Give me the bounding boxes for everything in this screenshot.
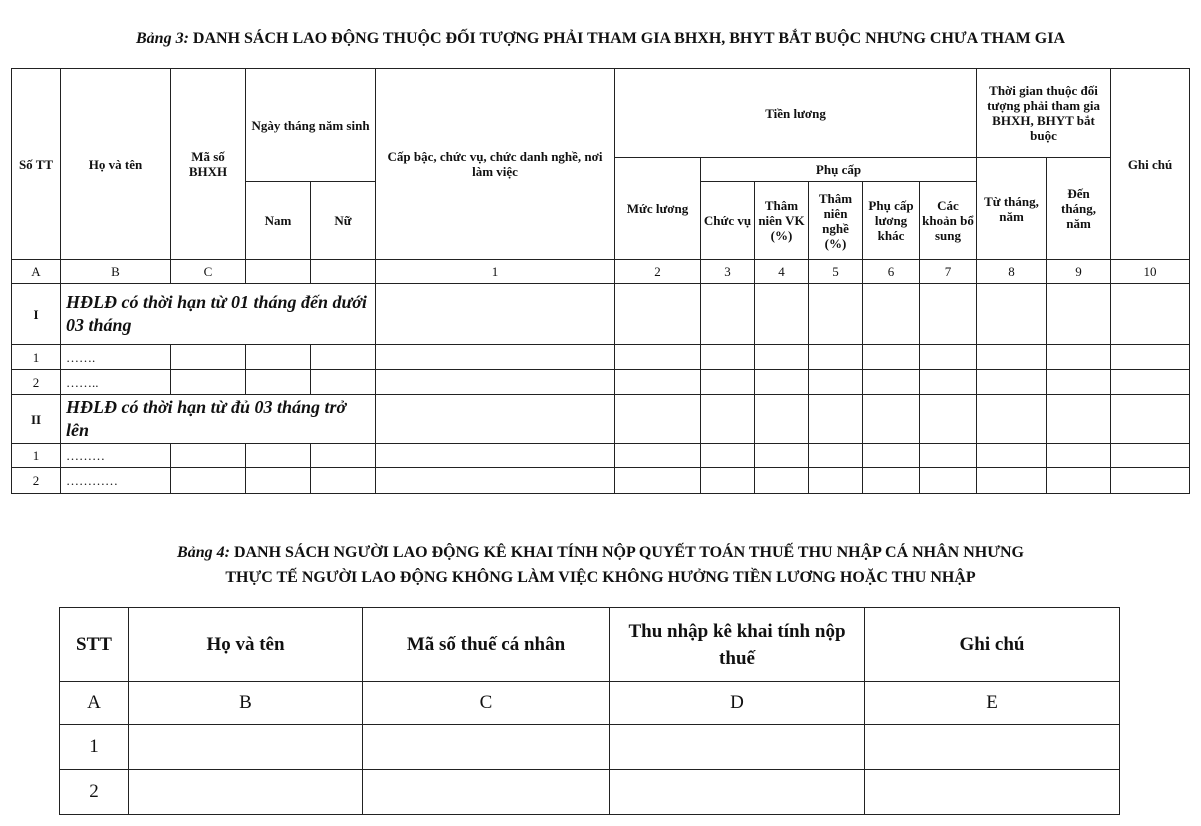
table-row [12,444,1190,468]
row-name: ……… [61,444,171,468]
row-name: ………… [61,468,171,494]
section-number: I [12,284,61,345]
empty-cell [376,395,615,444]
empty-cell [615,284,701,345]
empty-cell [615,345,701,370]
header-den-thang: Đến tháng, năm [1047,158,1111,260]
empty-cell [246,468,311,494]
index-cell: A [60,682,129,725]
empty-cell [171,468,246,494]
index-cell: C [171,260,246,284]
empty-cell [920,444,977,468]
header-phu-cap-khac: Phụ cấp lương khác [863,182,920,260]
table4-title-line1: DANH SÁCH NGƯỜI LAO ĐỘNG KÊ KHAI TÍNH NỘP QUYẾT TOÁN THUẾ THU NHẬP CÁ NHÂN NHƯNG [233,544,1024,561]
index-cell: B [61,260,171,284]
row-number: 2 [12,370,61,395]
empty-cell [701,395,755,444]
empty-cell [610,770,865,815]
index-cell: B [129,682,363,725]
index-cell: 9 [1047,260,1111,284]
empty-cell [171,345,246,370]
empty-cell [171,444,246,468]
header-nam: Nam [246,182,311,260]
empty-cell [920,395,977,444]
header-ho-ten: Họ và tên [61,69,171,260]
header-ghi-chu: Ghi chú [1111,69,1190,260]
empty-cell [920,284,977,345]
empty-cell [701,284,755,345]
header-tham-nien-vk: Thâm niên VK (%) [755,182,809,260]
empty-cell [809,444,863,468]
header-stt: STT [60,608,129,682]
header-ma-so-bhxh: Mã số BHXH [171,69,246,260]
row-name: …….. [61,370,171,395]
empty-cell [701,444,755,468]
index-cell: 8 [977,260,1047,284]
empty-cell [311,468,376,494]
section-row [12,395,1190,444]
table4-title [0,540,1201,590]
empty-cell [1111,468,1190,494]
empty-cell [1047,395,1111,444]
empty-cell [809,345,863,370]
section-label: HĐLĐ có thời hạn từ đủ 03 tháng trở lên [61,395,376,444]
index-cell: 4 [755,260,809,284]
empty-cell [755,284,809,345]
header-muc-luong: Mức lương [615,158,701,260]
empty-cell [376,444,615,468]
empty-cell [977,444,1047,468]
table-row [60,770,1120,815]
empty-cell [809,395,863,444]
row-number: 1 [60,725,129,770]
table-row [12,370,1190,395]
table4 [59,607,1120,815]
row-number: 1 [12,345,61,370]
empty-cell [615,395,701,444]
empty-cell [1111,395,1190,444]
header-thu-nhap: Thu nhập kê khai tính nộp thuế [610,608,865,682]
empty-cell [977,468,1047,494]
empty-cell [1047,468,1111,494]
index-cell: 3 [701,260,755,284]
index-cell: C [363,682,610,725]
empty-cell [755,395,809,444]
table-row [12,468,1190,494]
empty-cell [610,725,865,770]
header-cap-bac: Cấp bậc, chức vụ, chức danh nghề, nơi làm việc [376,69,615,260]
table4-title-line2: THỰC TẾ NGƯỜI LAO ĐỘNG KHÔNG LÀM VIỆC KHÔNG HƯỞNG TIỀN LƯƠNG HOẶC THU NHẬP [225,569,976,586]
empty-cell [977,395,1047,444]
header-tien-luong: Tiền lương [615,69,977,158]
empty-cell [246,345,311,370]
header-chuc-vu: Chức vụ [701,182,755,260]
empty-cell [809,284,863,345]
table3 [11,68,1190,494]
section-row [12,284,1190,345]
empty-cell [311,345,376,370]
table3-title [0,29,1201,49]
empty-cell [755,370,809,395]
index-cell: E [865,682,1120,725]
index-row [60,682,1120,725]
header-ngay-sinh: Ngày tháng năm sinh [246,69,376,182]
row-name: ……. [61,345,171,370]
empty-cell [863,468,920,494]
header-phu-cap: Phụ cấp [701,158,977,182]
index-cell: A [12,260,61,284]
empty-cell [246,444,311,468]
empty-cell [701,370,755,395]
empty-cell [1047,444,1111,468]
empty-cell [376,345,615,370]
header-ma-so-thue: Mã số thuế cá nhân [363,608,610,682]
row-number: 2 [60,770,129,815]
empty-cell [376,370,615,395]
empty-cell [863,345,920,370]
row-number: 1 [12,444,61,468]
empty-cell [863,444,920,468]
header-cac-khoan: Các khoản bổ sung [920,182,977,260]
header-thoi-gian: Thời gian thuộc đối tượng phải tham gia BHXH, BHYT bắt buộc [977,69,1111,158]
index-cell: D [610,682,865,725]
empty-cell [755,345,809,370]
index-cell [311,260,376,284]
empty-cell [1111,345,1190,370]
header-so-tt: Số TT [12,69,61,260]
header-tham-nien-nghe: Thâm niên nghề (%) [809,182,863,260]
empty-cell [865,770,1120,815]
index-cell: 7 [920,260,977,284]
empty-cell [809,468,863,494]
empty-cell [615,370,701,395]
index-cell: 5 [809,260,863,284]
empty-cell [977,284,1047,345]
section-label: HĐLĐ có thời hạn từ 01 tháng đến dưới 03 tháng [61,284,376,345]
empty-cell [701,345,755,370]
header-ghi-chu: Ghi chú [865,608,1120,682]
table3-title-text: DANH SÁCH LAO ĐỘNG THUỘC ĐỐI TƯỢNG PHẢI THAM GIA BHXH, BHYT BẮT BUỘC NHƯNG CHƯA THAM GIA [192,30,1065,47]
empty-cell [615,444,701,468]
empty-cell [865,725,1120,770]
empty-cell [129,770,363,815]
index-cell: 2 [615,260,701,284]
empty-cell [701,468,755,494]
empty-cell [1047,284,1111,345]
index-cell [246,260,311,284]
index-cell: 6 [863,260,920,284]
empty-cell [863,370,920,395]
index-cell: 10 [1111,260,1190,284]
empty-cell [376,468,615,494]
empty-cell [977,345,1047,370]
table-row [12,345,1190,370]
empty-cell [129,725,363,770]
empty-cell [171,370,246,395]
row-number: 2 [12,468,61,494]
empty-cell [363,725,610,770]
table3-title-prefix: Bảng 3: [136,30,189,47]
empty-cell [311,444,376,468]
header-nu: Nữ [311,182,376,260]
empty-cell [755,468,809,494]
empty-cell [363,770,610,815]
empty-cell [755,444,809,468]
empty-cell [311,370,376,395]
table-row [60,725,1120,770]
index-row [12,260,1190,284]
empty-cell [246,370,311,395]
empty-cell [920,370,977,395]
empty-cell [863,395,920,444]
empty-cell [376,284,615,345]
empty-cell [1047,370,1111,395]
header-tu-thang: Từ tháng, năm [977,158,1047,260]
empty-cell [920,345,977,370]
empty-cell [615,468,701,494]
empty-cell [863,284,920,345]
empty-cell [1111,370,1190,395]
empty-cell [920,468,977,494]
empty-cell [977,370,1047,395]
table4-title-prefix: Bảng 4: [177,544,230,561]
section-number: II [12,395,61,444]
empty-cell [1047,345,1111,370]
header-ho-ten: Họ và tên [129,608,363,682]
index-cell: 1 [376,260,615,284]
empty-cell [1111,284,1190,345]
empty-cell [1111,444,1190,468]
empty-cell [809,370,863,395]
